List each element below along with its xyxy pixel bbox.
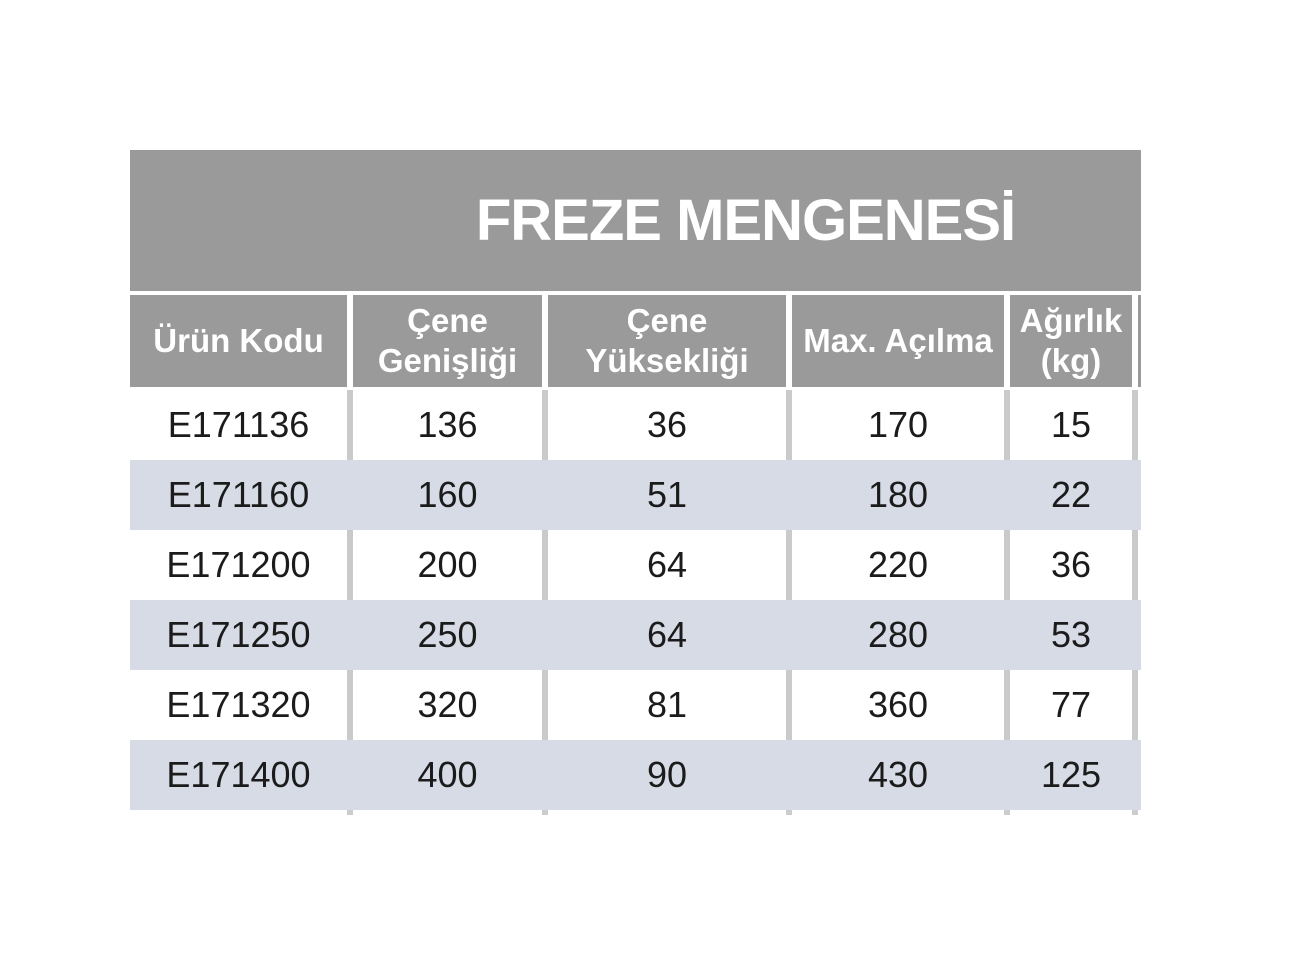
table-header-row xyxy=(130,295,1141,387)
product-code-cell: E171320 xyxy=(130,670,347,740)
column-header-cene-genisligi: Çene Genişliği xyxy=(353,295,542,387)
jaw-width-cell: 400 xyxy=(353,740,542,810)
cropped-cell xyxy=(1138,740,1141,810)
cropped-cell xyxy=(1138,810,1141,815)
cropped-cell xyxy=(1138,530,1141,600)
cropped-cell xyxy=(1138,600,1141,670)
jaw-height-cell: 36 xyxy=(548,390,786,460)
table-row xyxy=(130,740,1141,810)
column-header-cene-yuksekligi: Çene Yüksekliği xyxy=(548,295,786,387)
jaw-height-cell: 51 xyxy=(548,460,786,530)
jaw-width-cell: 160 xyxy=(353,460,542,530)
max-opening-cell: 220 xyxy=(792,530,1004,600)
jaw-height-cell: 90 xyxy=(548,740,786,810)
weight-cell: 36 xyxy=(1010,530,1132,600)
cropped-cell xyxy=(792,810,1004,815)
weight-cell: 77 xyxy=(1010,670,1132,740)
product-code-cell: E171136 xyxy=(130,390,347,460)
cropped-cell xyxy=(1138,390,1141,460)
product-code-cell: E171400 xyxy=(130,740,347,810)
column-header-agirlik-kg: Ağırlık (kg) xyxy=(1010,295,1132,387)
weight-cell: 53 xyxy=(1010,600,1132,670)
product-code-cell: E171250 xyxy=(130,600,347,670)
table-title-band xyxy=(130,150,1141,291)
jaw-width-cell: 136 xyxy=(353,390,542,460)
table-row xyxy=(130,530,1141,600)
jaw-width-cell: 250 xyxy=(353,600,542,670)
jaw-height-cell: 64 xyxy=(548,600,786,670)
product-code-cell: E171200 xyxy=(130,530,347,600)
jaw-height-cell: 81 xyxy=(548,670,786,740)
column-header-urun-kodu: Ürün Kodu xyxy=(130,295,347,387)
cutoff-next-row xyxy=(130,810,1141,815)
max-opening-cell: 430 xyxy=(792,740,1004,810)
weight-cell: 15 xyxy=(1010,390,1132,460)
cropped-cell xyxy=(1010,810,1132,815)
table-row xyxy=(130,670,1141,740)
max-opening-cell: 170 xyxy=(792,390,1004,460)
jaw-width-cell: 320 xyxy=(353,670,542,740)
cropped-cell xyxy=(130,810,347,815)
weight-cell: 22 xyxy=(1010,460,1132,530)
cropped-cell xyxy=(353,810,542,815)
table-row xyxy=(130,390,1141,460)
table-row xyxy=(130,600,1141,670)
weight-cell: 125 xyxy=(1010,740,1132,810)
freze-mengenesi-table xyxy=(130,150,1141,815)
cropped-cell xyxy=(1138,460,1141,530)
jaw-width-cell: 200 xyxy=(353,530,542,600)
cropped-column-header xyxy=(1138,295,1141,387)
max-opening-cell: 360 xyxy=(792,670,1004,740)
max-opening-cell: 280 xyxy=(792,600,1004,670)
jaw-height-cell: 64 xyxy=(548,530,786,600)
cropped-cell xyxy=(548,810,786,815)
column-header-max-acilma: Max. Açılma xyxy=(792,295,1004,387)
cropped-cell xyxy=(1138,670,1141,740)
max-opening-cell: 180 xyxy=(792,460,1004,530)
product-code-cell: E171160 xyxy=(130,460,347,530)
table-row xyxy=(130,460,1141,530)
table-title: FREZE MENGENESİ xyxy=(475,188,1016,253)
